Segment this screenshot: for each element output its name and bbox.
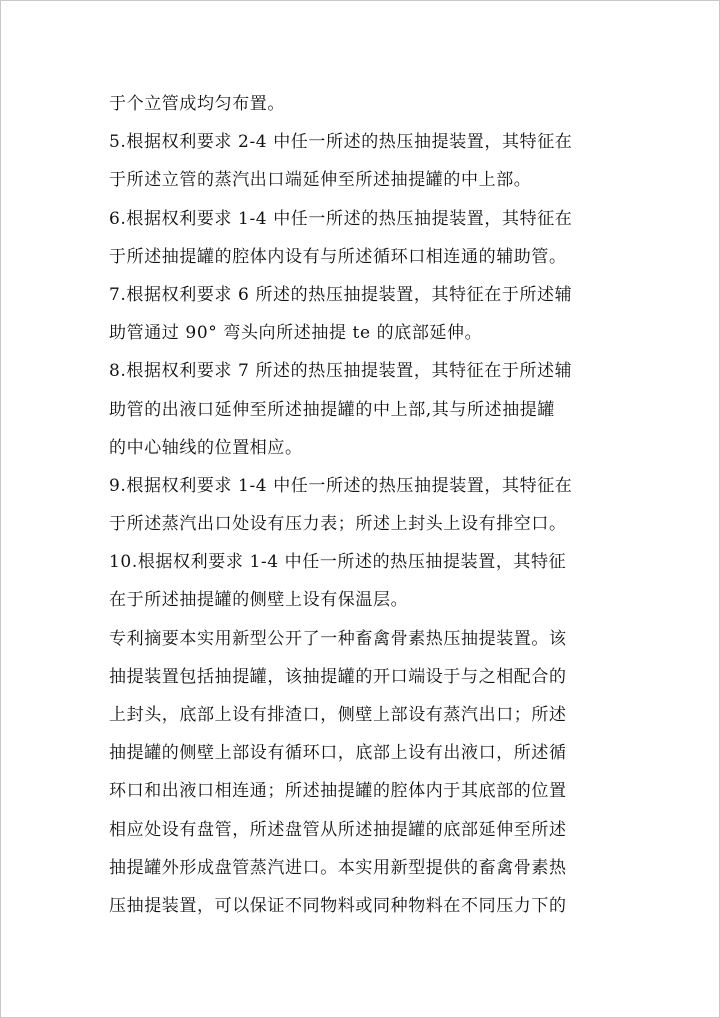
text-line: 于所述抽提罐的腔体内设有与所述循环口相连通的辅助管。 — [109, 246, 567, 267]
text-line: 5.根据权利要求 2-4 中任一所述的热压抽提装置，其特征在 — [109, 132, 573, 153]
text-line: 抽提装置包括抽提罐，该抽提罐的开口端设于与之相配合的 — [109, 666, 567, 687]
text-line: 上封头，底部上设有排渣口，侧壁上部设有蒸汽出口；所述 — [109, 705, 567, 725]
text-line: 6.根据权利要求 1-4 中任一所述的热压抽提装置，其特征在 — [109, 208, 573, 229]
text-line: 助管的出液口延伸至所述抽提罐的中上部,其与所述抽提罐 — [109, 399, 556, 420]
text-line: 的中心轴线的位置相应。 — [109, 437, 303, 458]
text-line: 于所述蒸汽出口处设有压力表；所述上封头上设有排空口。 — [109, 514, 567, 535]
text-line: 抽提罐外形成盘管蒸汽进口。本实用新型提供的畜禽骨素热 — [109, 857, 567, 878]
text-line: 相应处设有盘管，所述盘管从所述抽提罐的底部延伸至所述 — [109, 819, 567, 840]
text-line: 于所述立管的蒸汽出口端延伸至所述抽提罐的中上部。 — [109, 170, 532, 191]
text-line: 10.根据权利要求 1-4 中任一所述的热压抽提装置，其特征 — [109, 552, 567, 573]
text-line: 抽提罐的侧壁上部设有循环口，底部上设有出液口，所述循 — [109, 743, 567, 764]
text-line: 于个立管成均匀布置。 — [109, 94, 285, 114]
text-line: 在于所述抽提罐的侧壁上设有保温层。 — [109, 590, 409, 611]
text-line: 环口和出液口相连通；所述抽提罐的腔体内于其底部的位置 — [109, 781, 567, 802]
text-line: 压抽提装置，可以保证不同物料或同种物料在不同压力下的 — [109, 895, 567, 916]
text-line: 助管通过 90° 弯头向所述抽提 te 的底部延伸。 — [109, 323, 483, 344]
text-line: 9.根据权利要求 1-4 中任一所述的热压抽提装置，其特征在 — [109, 475, 573, 496]
text-line: 8.根据权利要求 7 所述的热压抽提装置，其特征在于所述辅 — [109, 361, 573, 382]
document-body — [109, 85, 629, 925]
text-line: 7.根据权利要求 6 所述的热压抽提装置，其特征在于所述辅 — [109, 284, 573, 305]
text-line: 专利摘要本实用新型公开了一种畜禽骨素热压抽提装置。该 — [109, 628, 567, 649]
